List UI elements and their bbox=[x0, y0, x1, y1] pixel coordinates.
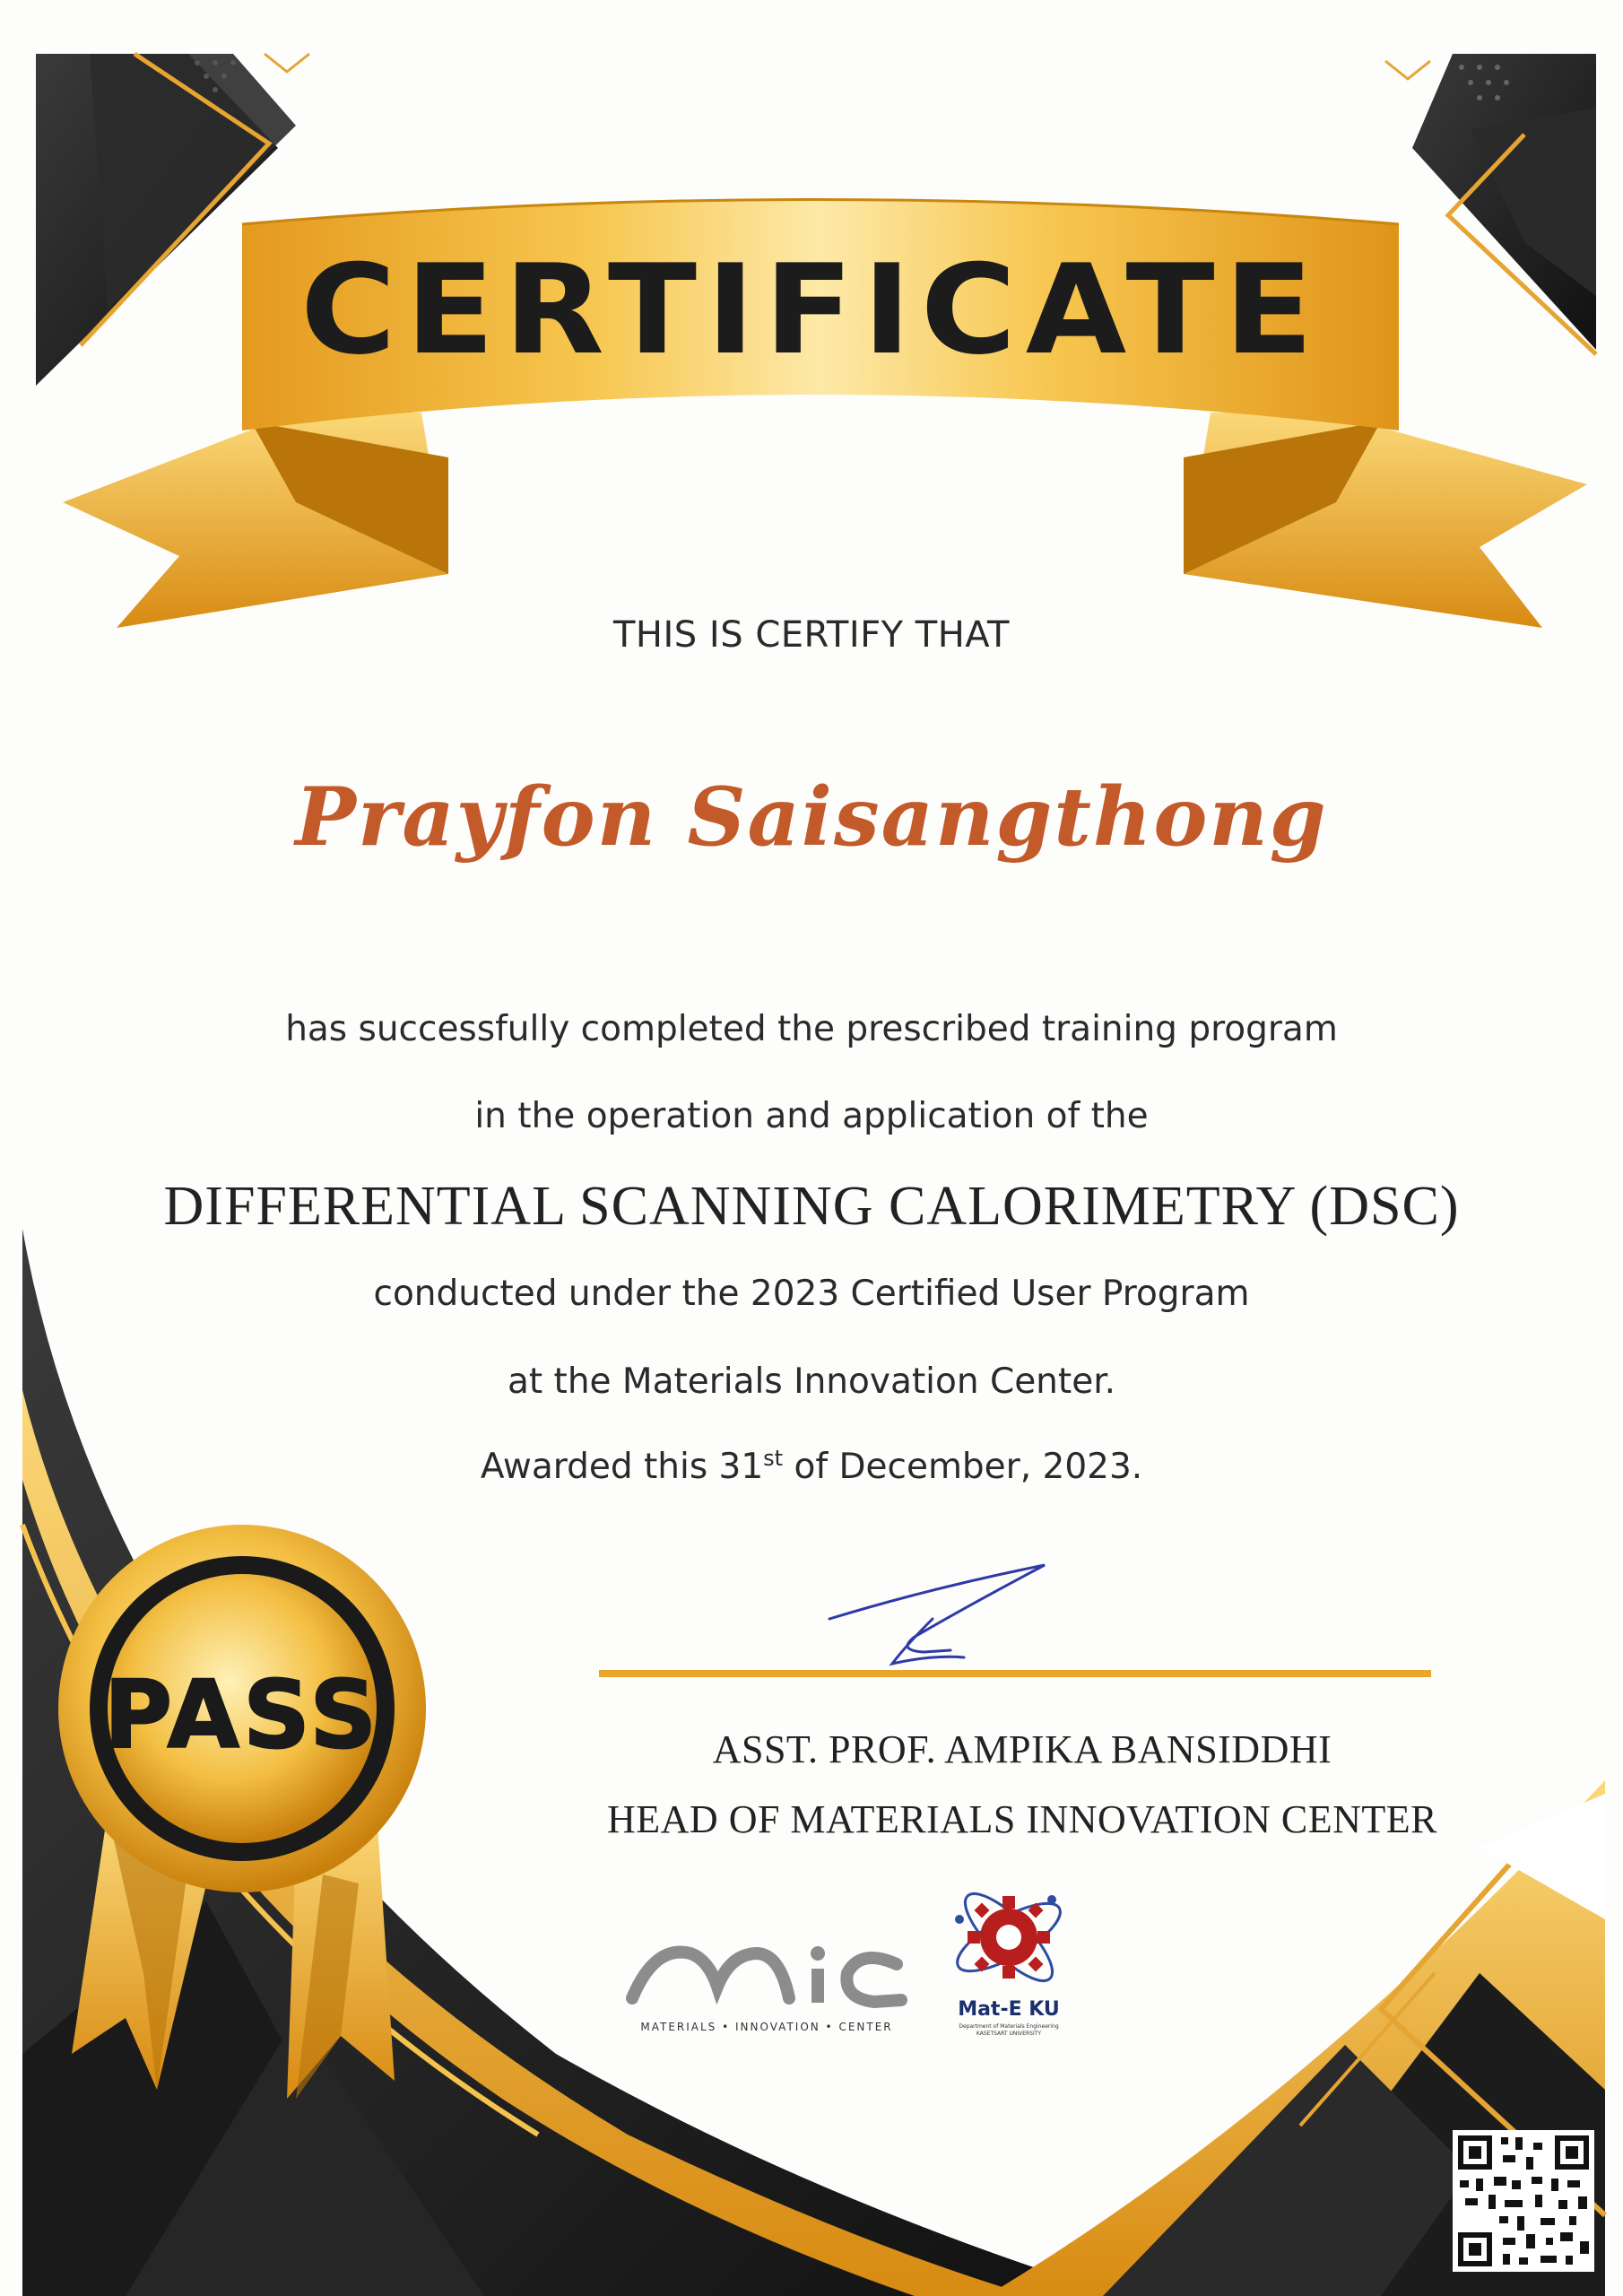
mate-ku-label: Mat-E KU bbox=[958, 1998, 1060, 2021]
mate-ku-subtitle-1: Department of Materials Engineering bbox=[959, 2023, 1059, 2030]
intro-text: THIS IS CERTIFY THAT bbox=[613, 614, 1010, 656]
award-date-suffix: of December, 2023. bbox=[783, 1447, 1143, 1487]
award-date-superscript: st bbox=[763, 1446, 784, 1471]
completion-line: has successfully completed the prescribed training program bbox=[285, 1009, 1338, 1049]
pass-badge-text: PASS bbox=[103, 1660, 381, 1770]
award-date bbox=[0, 1446, 1623, 1487]
mic-logo-subtitle: MATERIALS • INNOVATION • CENTER bbox=[640, 2021, 893, 2033]
mate-ku-subtitle-2: KASETSART UNIVERSITY bbox=[976, 2031, 1042, 2037]
certificate-title: CERTIFICATE bbox=[300, 238, 1323, 382]
signatory-name: ASST. PROF. AMPIKA BANSIDDHI bbox=[712, 1727, 1332, 1771]
program-line: conducted under the 2023 Certified User Program bbox=[373, 1274, 1250, 1314]
signatory-position: HEAD OF MATERIALS INNOVATION CENTER bbox=[606, 1797, 1437, 1841]
recipient-name: Prayfon Saisangthong bbox=[295, 770, 1328, 865]
center-line: at the Materials Innovation Center. bbox=[507, 1361, 1116, 1402]
course-title: DIFFERENTIAL SCANNING CALORIMETRY (DSC) bbox=[163, 1176, 1460, 1237]
mate-ku-subtitle bbox=[950, 2023, 1067, 2038]
operation-line: in the operation and application of the bbox=[474, 1096, 1149, 1136]
award-date-prefix: Awarded this 31 bbox=[480, 1447, 764, 1487]
